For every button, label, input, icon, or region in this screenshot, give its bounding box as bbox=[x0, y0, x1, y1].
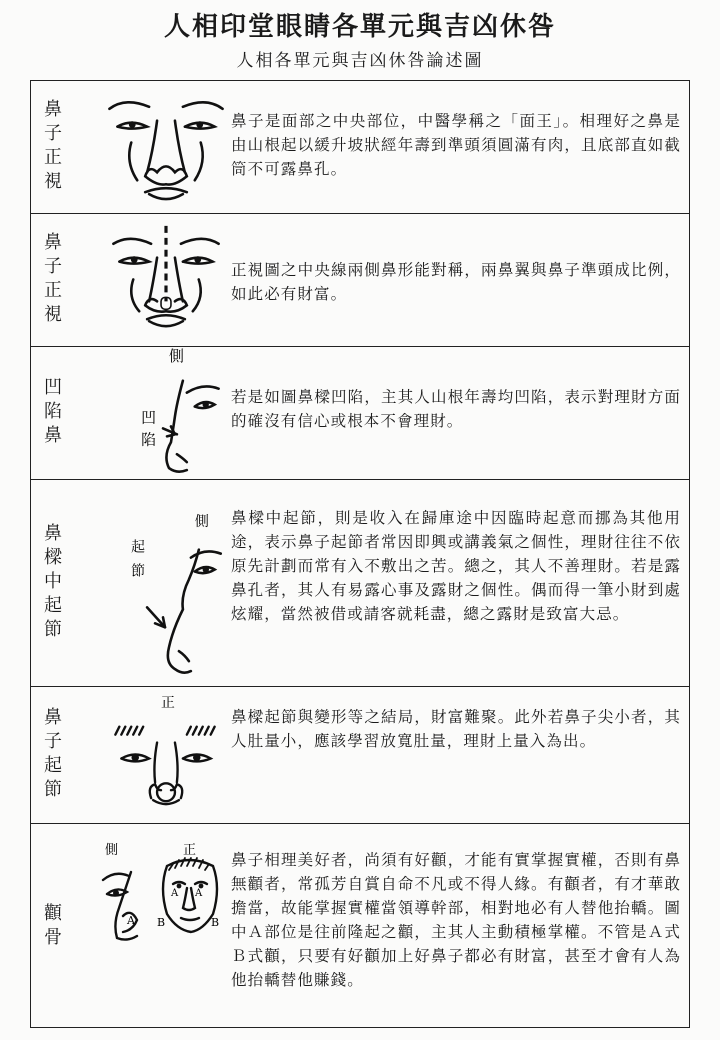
sunken-nose-figure bbox=[91, 347, 241, 479]
figure-label: A bbox=[195, 888, 203, 899]
nose-bump-front-figure bbox=[91, 687, 241, 823]
row-label: 鼻樑中起節 bbox=[41, 523, 62, 643]
row-text: 若是如圖鼻樑凹陷，主其人山根年壽均凹陷，表示對理財方面的確沒有信心或根本不會理財。 bbox=[231, 388, 681, 430]
figure-label: 側 bbox=[105, 843, 119, 858]
figure-label: 凹 bbox=[141, 408, 157, 427]
figure-label: B bbox=[211, 916, 220, 929]
bumped-bridge-figure bbox=[91, 480, 241, 686]
page-title: 人相印堂眼睛各單元與吉凶休咎 bbox=[163, 12, 556, 42]
table-row bbox=[31, 347, 689, 480]
row-text: 鼻子是面部之中央部位，中醫學稱之「面王」。相理好之鼻是由山根起以緩升坡狀經年壽到準頭須圓滿有肉，且底部直如截筒不可露鼻孔。 bbox=[231, 112, 681, 178]
row-label: 鼻子正視 bbox=[41, 99, 62, 195]
row-label: 顴骨 bbox=[41, 902, 62, 951]
page-subtitle: 人相各單元與吉凶休咎論述圖 bbox=[236, 51, 484, 71]
content-table bbox=[30, 80, 690, 1028]
table-row bbox=[31, 824, 689, 1029]
row-text: 鼻樑起節與變形等之結局，財富難聚。此外若鼻子尖小者，其人肚量小，應該學習放寬肚量，理財上量入為出。 bbox=[231, 708, 681, 750]
figure-label: 側 bbox=[168, 347, 184, 365]
figure-label: 正 bbox=[161, 694, 175, 711]
figure-label: 起 bbox=[131, 539, 146, 556]
row-label: 凹陷鼻 bbox=[41, 377, 62, 449]
row-label: 鼻子起節 bbox=[41, 707, 62, 803]
table-row bbox=[31, 687, 689, 824]
row-text: 鼻子相理美好者，尚須有好顴，才能有實掌握實權，否則有鼻無顴者，常孤芳自賞自命不凡或不得人緣。有顴者，有才華敢擔當，故能掌握實權當領導幹部，相對地必有人替他抬轎。圖中Ａ部位是往前隆起之顴，主其人主動積極掌權。不管是Ａ式Ｂ式顴，只要有好顴加上好鼻子都必有財富，甚至才會有人為他抬轎替他賺錢。 bbox=[231, 851, 681, 989]
figure-label: A bbox=[127, 914, 135, 927]
figure-label: 節 bbox=[131, 563, 146, 580]
table-row bbox=[31, 214, 689, 347]
table-row bbox=[31, 480, 689, 687]
nose-symmetry-figure bbox=[91, 214, 241, 346]
row-label: 鼻子正視 bbox=[41, 232, 62, 328]
cheekbone-figure bbox=[71, 824, 231, 1029]
row-text: 鼻樑中起節，則是收入在歸庫途中因臨時起意而挪為其他用途，表示鼻子起節者常因即興或講義氣之個性，理財往往不依原先計劃而常有入不敷出之苦。總之，其人不善理財。若是露鼻孔者，其人有易露心事及露財之個性。偶而得一筆小財到處炫耀，當然被借或請客就耗盡，總之露財是致富大忌。 bbox=[231, 509, 681, 623]
row-text: 正視圖之中央線兩側鼻形能對稱，兩鼻翼與鼻子準頭成比例，如此必有財富。 bbox=[231, 261, 681, 303]
nose-front-figure bbox=[91, 81, 241, 213]
figure-label: A bbox=[171, 888, 179, 899]
table-row bbox=[31, 81, 689, 214]
figure-label: 陷 bbox=[141, 430, 157, 449]
figure-label: 正 bbox=[183, 843, 197, 858]
figure-label: 側 bbox=[194, 513, 209, 530]
figure-label: B bbox=[157, 916, 166, 929]
